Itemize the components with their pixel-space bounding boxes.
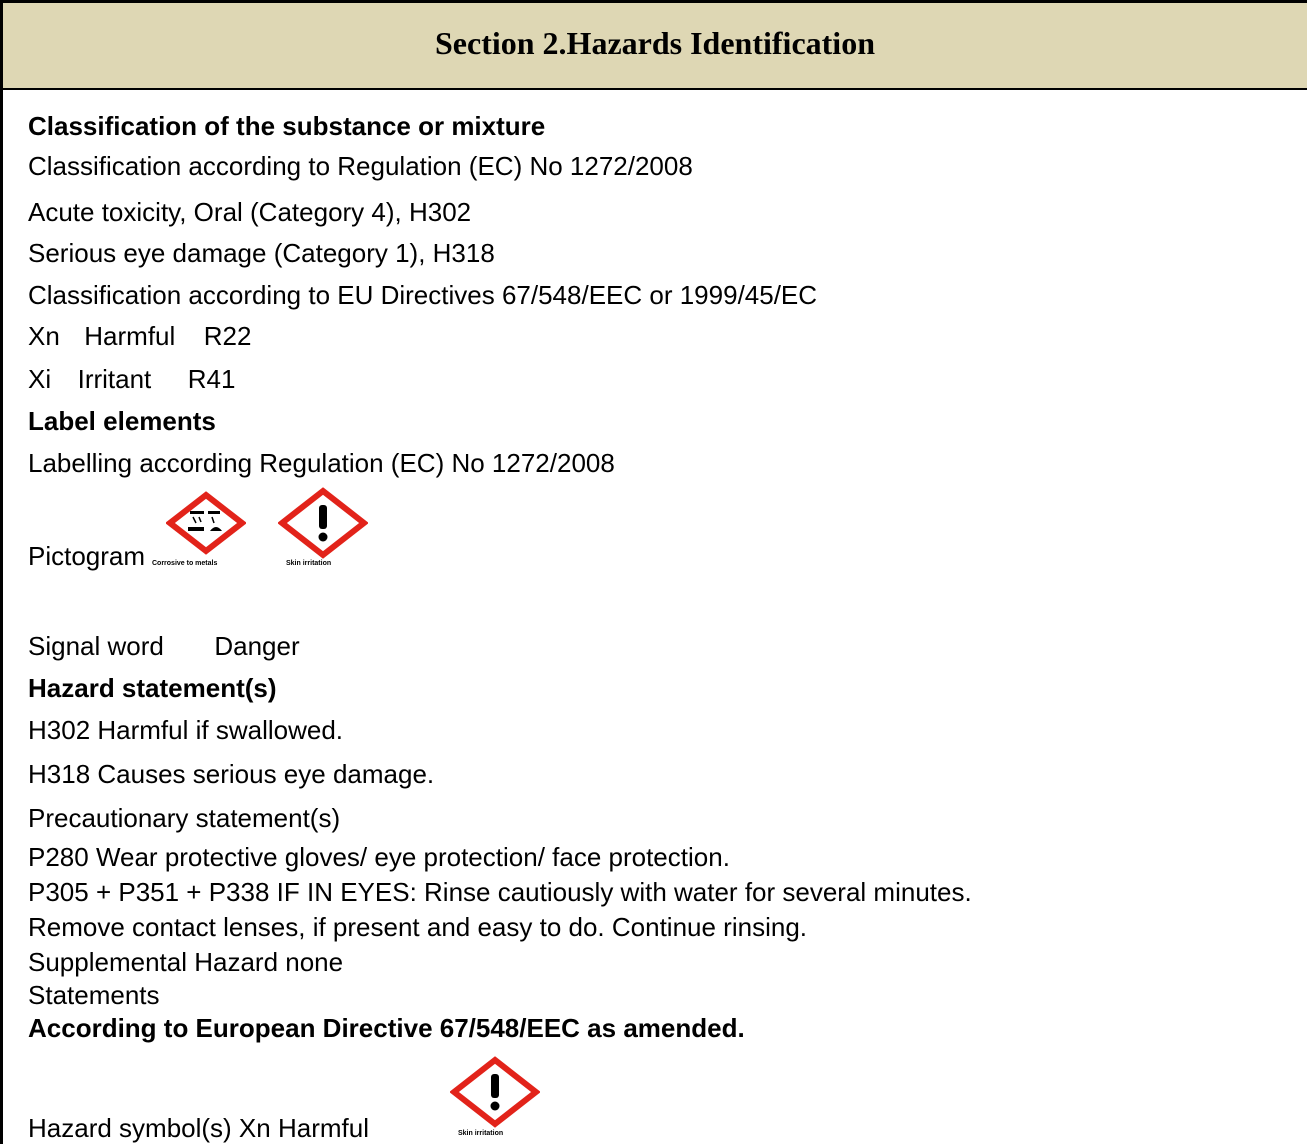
- h302-statement: H302 Harmful if swallowed.: [28, 715, 344, 745]
- exclamation-icon: [278, 487, 368, 559]
- statements-label: Statements: [28, 980, 160, 1010]
- xn-name: Harmful: [84, 321, 176, 351]
- eu-classification: Classification according to EU Directives 67/548/EEC or 1999/45/EC: [28, 280, 818, 310]
- p305-statement: P305 + P351 + P338 IF IN EYES: Rinse cautiously with water for several minutes.: [28, 877, 972, 907]
- p280-statement: P280 Wear protective gloves/ eye protection/ face protection.: [28, 842, 730, 872]
- corrosive-icon: [166, 491, 246, 555]
- pictogram-caption-2: Skin irritation: [286, 560, 332, 567]
- signal-word-value: Danger: [214, 631, 300, 661]
- xn-code: Xn: [28, 321, 60, 351]
- exclamation-icon: [450, 1056, 540, 1128]
- classification-heading: Classification of the substance or mixture: [28, 111, 546, 141]
- signal-word-row: [28, 633, 300, 659]
- xi-r: R41: [187, 364, 236, 394]
- h318-statement: H318 Causes serious eye damage.: [28, 759, 435, 789]
- hazard-symbol-line: Hazard symbol(s) Xn Harmful: [28, 1113, 369, 1143]
- xi-name: Irritant: [77, 364, 152, 394]
- classification-regulation: Classification according to Regulation (EC) No 1272/2008: [28, 151, 693, 181]
- directive-heading: According to European Directive 67/548/EEC as amended.: [28, 1013, 745, 1043]
- eye-damage: Serious eye damage (Category 1), H318: [28, 238, 495, 268]
- xi-code: Xi: [28, 364, 52, 394]
- symbol-caption: Skin irritation: [458, 1130, 504, 1137]
- label-elements-heading: Label elements: [28, 406, 216, 436]
- xn-row: [28, 323, 251, 349]
- p305-continued: Remove contact lenses, if present and easy to do. Continue rinsing.: [28, 912, 807, 942]
- xn-r: R22: [203, 321, 252, 351]
- pictogram-caption-1: Corrosive to metals: [152, 560, 218, 567]
- acute-toxicity: Acute toxicity, Oral (Category 4), H302: [28, 197, 472, 227]
- section-header: [0, 0, 1307, 90]
- precautionary-heading: Precautionary statement(s): [28, 803, 341, 833]
- signal-word-label: Signal word: [28, 631, 164, 661]
- hazard-statements-heading: Hazard statement(s): [28, 673, 277, 703]
- xi-row: [28, 366, 235, 392]
- section-title: Section 2.Hazards Identification: [435, 25, 875, 61]
- pictogram-label: Pictogram: [28, 541, 146, 571]
- supplemental-hazard: Supplemental Hazard none: [28, 947, 344, 977]
- labelling-regulation: Labelling according Regulation (EC) No 1272/2008: [28, 448, 615, 478]
